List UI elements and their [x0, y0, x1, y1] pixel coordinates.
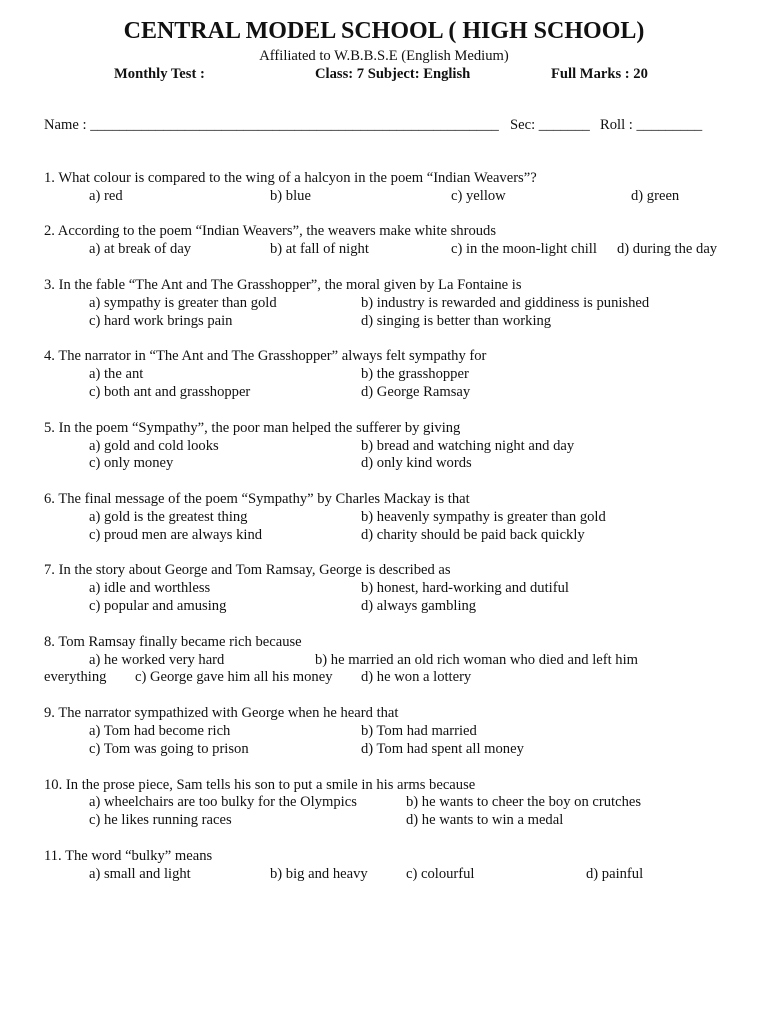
- q1-option-b: b) blue: [270, 188, 311, 204]
- q2-option-d: d) during the day: [617, 241, 718, 257]
- question-10: 10. In the prose piece, Sam tells his son to put a smile in his arms because: [44, 777, 476, 793]
- q6-option-c: c) proud men are always kind: [89, 527, 263, 543]
- q4-option-d: d) George Ramsay: [361, 384, 471, 400]
- q8-option-c: c) George gave him all his money: [135, 669, 333, 685]
- q4-option-b: b) the grasshopper: [361, 366, 469, 382]
- q6-option-b: b) heavenly sympathy is greater than gold: [361, 509, 606, 525]
- q7-option-c: c) popular and amusing: [89, 598, 227, 614]
- q10-option-a: a) wheelchairs are too bulky for the Olympics: [89, 794, 357, 810]
- question-4: 4. The narrator in “The Ant and The Grasshopper” always felt sympathy for: [44, 348, 487, 364]
- q11-option-d: d) painful: [586, 866, 644, 882]
- q10-option-b: b) he wants to cheer the boy on crutches: [406, 794, 642, 810]
- question-11: 11. The word “bulky” means: [44, 848, 213, 864]
- q11-option-a: a) small and light: [89, 866, 191, 882]
- q5-option-a: a) gold and cold looks: [89, 438, 219, 454]
- school-name: CENTRAL MODEL SCHOOL ( HIGH SCHOOL): [123, 18, 645, 44]
- q9-option-c: c) Tom was going to prison: [89, 741, 249, 757]
- q1-option-a: a) red: [89, 188, 123, 204]
- q11-option-b: b) big and heavy: [270, 866, 368, 882]
- question-1: 1. What colour is compared to the wing of a halcyon in the poem “Indian Weavers”?: [44, 170, 537, 186]
- question-8: 8. Tom Ramsay finally became rich because: [44, 634, 302, 650]
- question-9: 9. The narrator sympathized with George when he heard that: [44, 705, 399, 721]
- name-field: Name : ________________________________________________________: [44, 117, 499, 133]
- q4-option-c: c) both ant and grasshopper: [89, 384, 251, 400]
- q4-option-a: a) the ant: [89, 366, 144, 382]
- section-field: Sec: _______: [510, 117, 590, 133]
- q8-option-b-continued: everything: [44, 669, 107, 685]
- q10-option-c: c) he likes running races: [89, 812, 232, 828]
- q6-option-d: d) charity should be paid back quickly: [361, 527, 585, 543]
- q3-option-a: a) sympathy is greater than gold: [89, 295, 277, 311]
- q1-option-c: c) yellow: [451, 188, 506, 204]
- q8-option-a: a) he worked very hard: [89, 652, 225, 668]
- q1-option-d: d) green: [631, 188, 680, 204]
- question-7: 7. In the story about George and Tom Ramsay, George is described as: [44, 562, 451, 578]
- roll-field: Roll : _________: [600, 117, 703, 133]
- q3-option-c: c) hard work brings pain: [89, 313, 233, 329]
- q7-option-d: d) always gambling: [361, 598, 477, 614]
- question-2: 2. According to the poem “Indian Weavers”, the weavers make white shrouds: [44, 223, 497, 239]
- q8-option-d: d) he won a lottery: [361, 669, 472, 685]
- affiliation: Affiliated to W.B.B.S.E (English Medium): [259, 48, 509, 64]
- class-subject: Class: 7 Subject: English: [315, 66, 471, 82]
- q10-option-d: d) he wants to win a medal: [406, 812, 564, 828]
- q9-option-d: d) Tom had spent all money: [361, 741, 524, 757]
- q7-option-a: a) idle and worthless: [89, 580, 211, 596]
- full-marks: Full Marks : 20: [551, 66, 648, 82]
- q5-option-b: b) bread and watching night and day: [361, 438, 575, 454]
- q7-option-b: b) honest, hard-working and dutiful: [361, 580, 569, 596]
- q5-option-c: c) only money: [89, 455, 174, 471]
- q3-option-b: b) industry is rewarded and giddiness is punished: [361, 295, 650, 311]
- q8-option-b: b) he married an old rich woman who died and left him: [315, 652, 638, 668]
- q2-option-b: b) at fall of night: [270, 241, 369, 257]
- q5-option-d: d) only kind words: [361, 455, 472, 471]
- test-label: Monthly Test :: [114, 66, 205, 82]
- q9-option-b: b) Tom had married: [361, 723, 477, 739]
- question-5: 5. In the poem “Sympathy”, the poor man helped the sufferer by giving: [44, 420, 461, 436]
- question-3: 3. In the fable “The Ant and The Grasshopper”, the moral given by La Fontaine is: [44, 277, 522, 293]
- q2-option-a: a) at break of day: [89, 241, 192, 257]
- q2-option-c: c) in the moon-light chill: [451, 241, 597, 257]
- q11-option-c: c) colourful: [406, 866, 475, 882]
- question-6: 6. The final message of the poem “Sympathy” by Charles Mackay is that: [44, 491, 470, 507]
- q6-option-a: a) gold is the greatest thing: [89, 509, 248, 525]
- q3-option-d: d) singing is better than working: [361, 313, 552, 329]
- q9-option-a: a) Tom had become rich: [89, 723, 231, 739]
